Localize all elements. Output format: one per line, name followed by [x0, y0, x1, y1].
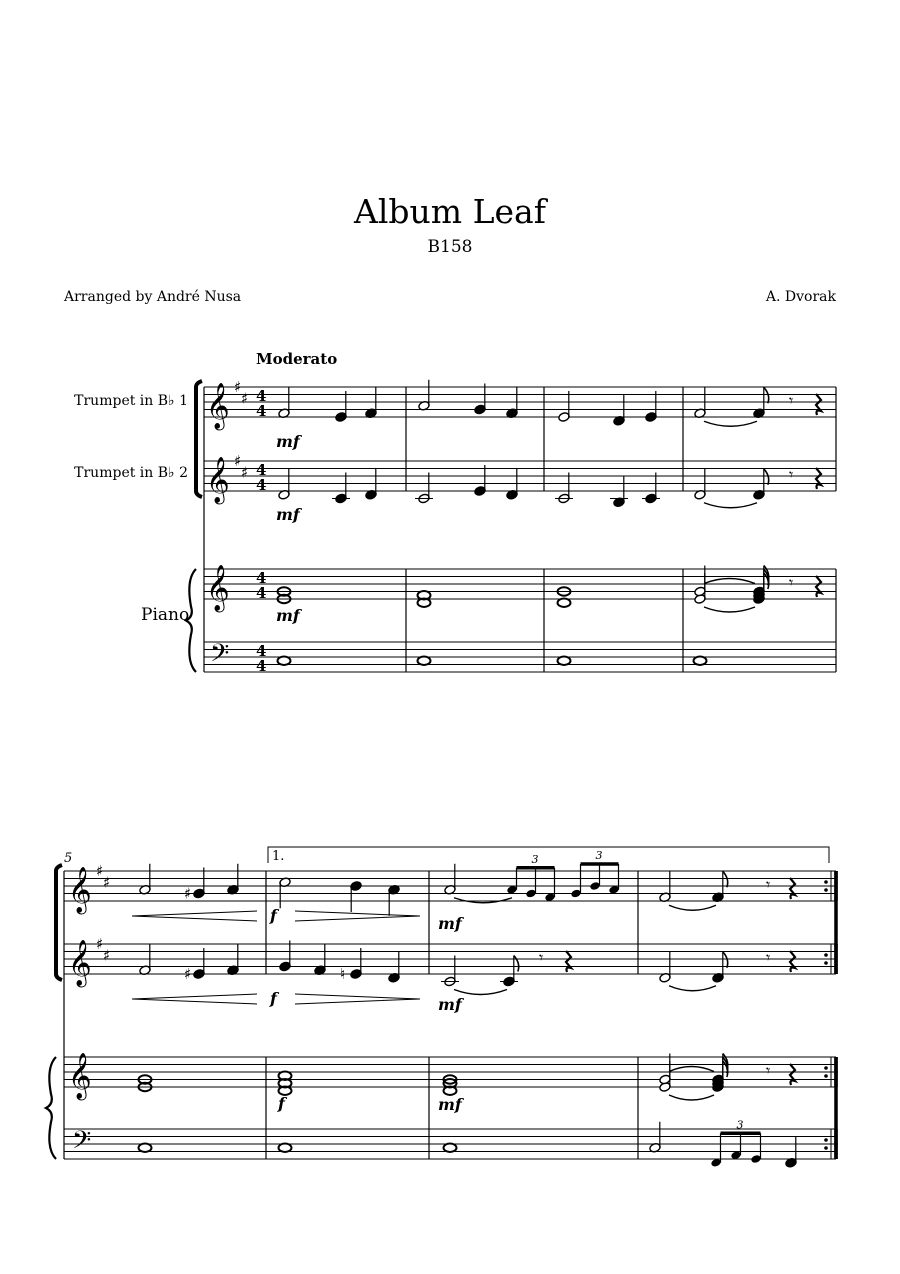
- eighth-rest: 𝄾: [766, 948, 771, 967]
- instrument-label-trumpet-2: Trumpet in B♭ 2: [74, 465, 188, 481]
- piano-brace: [186, 569, 196, 672]
- whole-note: [139, 1144, 152, 1152]
- dynamic-mf: mf: [438, 914, 462, 933]
- eighth-flag: [764, 469, 769, 485]
- key-sharp-f: ♯: [234, 378, 242, 396]
- dynamic-f: f: [278, 1094, 285, 1113]
- tuplet-number-bass: 3: [736, 1118, 744, 1132]
- diminuendo-hairpin: [295, 911, 420, 921]
- key-sharp-c: ♯: [103, 873, 111, 892]
- key-sharp-c: ♯: [241, 463, 249, 482]
- whole-note: [418, 657, 431, 665]
- composer-credit: A. Dvorak: [765, 289, 836, 305]
- key-sharp-c: ♯: [103, 946, 111, 965]
- accidental-sharp: ♯: [184, 965, 192, 983]
- eighth-flag: [723, 871, 728, 887]
- trumpet-bracket: [196, 381, 202, 497]
- whole-note: [279, 1144, 292, 1152]
- tuplet-number: 3: [595, 849, 603, 862]
- volta-bracket: [268, 847, 829, 863]
- repeat-end-dot: [824, 1066, 828, 1070]
- quarter-rest: [816, 468, 821, 489]
- score-title: Album Leaf: [354, 192, 546, 231]
- tie: [669, 905, 716, 910]
- trumpet-bracket-2: [56, 865, 62, 980]
- repeat-end-dot: [824, 888, 828, 892]
- time-signature-trumpet-1-den: 4: [256, 402, 267, 420]
- treble-clef-trumpet-1: 𝄞: [206, 383, 230, 429]
- tie: [704, 579, 755, 584]
- eighth-rest: 𝄾: [789, 573, 794, 592]
- repeat-end-dot: [824, 961, 828, 965]
- tempo-marking: Moderato: [256, 350, 338, 368]
- quarter-rest: [790, 951, 795, 972]
- dynamic-mf: mf: [438, 1095, 462, 1114]
- time-signature-trumpet-2-den: 4: [256, 476, 267, 494]
- quarter-rest: [566, 951, 571, 972]
- whole-note: [694, 657, 707, 665]
- dynamic-f: f: [270, 989, 277, 1008]
- bass-clef-piano: 𝄢: [210, 639, 230, 674]
- repeat-end-dot: [824, 1074, 828, 1078]
- quarter-rest: [816, 394, 821, 415]
- time-signature-trumpet-1-num: 4: [256, 387, 267, 405]
- accidental-sharp: ♯: [184, 884, 192, 903]
- eighth-flag: [723, 952, 728, 968]
- key-sharp-f: ♯: [96, 862, 104, 880]
- dynamic-mf: mf: [276, 505, 300, 524]
- treble-clef-trumpet-2: 𝄞: [206, 457, 230, 503]
- whole-note: [558, 599, 571, 607]
- tie: [669, 1067, 714, 1072]
- tie: [704, 421, 757, 426]
- dynamic-mf: mf: [276, 606, 300, 625]
- repeat-end-dot: [824, 953, 828, 957]
- dynamic-f: f: [270, 906, 277, 925]
- piano-brace-2: [46, 1057, 56, 1159]
- treble-clef-2c: 𝄞: [68, 1053, 92, 1099]
- key-sharp-f: ♯: [234, 452, 242, 470]
- time-signature-piano-bass-den: 4: [256, 657, 267, 675]
- quarter-rest: [816, 576, 821, 597]
- key-sharp-f: ♯: [96, 935, 104, 953]
- instrument-label-piano: Piano: [141, 605, 190, 625]
- crescendo-hairpin: [132, 911, 257, 921]
- time-signature-trumpet-2-num: 4: [256, 461, 267, 479]
- score-subtitle: B158: [427, 237, 473, 257]
- treble-clef-2b: 𝄞: [68, 940, 92, 986]
- dynamic-mf: mf: [438, 995, 462, 1014]
- arranger-credit: Arranged by André Nusa: [64, 289, 242, 305]
- volta-label: 1.: [272, 849, 285, 864]
- treble-clef-2a: 𝄞: [68, 867, 92, 913]
- tie: [669, 1095, 714, 1100]
- tuplet-number: 3: [531, 852, 539, 866]
- quarter-rest: [790, 878, 795, 899]
- tie: [454, 990, 507, 995]
- treble-clef-piano: 𝄞: [206, 565, 230, 611]
- bass-clef-2d: 𝄢: [72, 1126, 92, 1161]
- accidental-natural: ♮: [340, 965, 346, 983]
- crescendo-hairpin-2: [132, 994, 257, 1004]
- eighth-rest: 𝄾: [766, 1061, 771, 1080]
- time-signature-piano-treble-den: 4: [256, 584, 267, 602]
- repeat-end-dot: [824, 1146, 828, 1150]
- tie: [454, 898, 512, 903]
- eighth-rest: 𝄾: [539, 948, 544, 967]
- key-sharp-c: ♯: [241, 389, 249, 408]
- quarter-rest: [790, 1064, 795, 1085]
- time-signature-piano-bass-num: 4: [256, 642, 267, 660]
- eighth-flag: [514, 956, 519, 972]
- repeat-end-dot: [824, 880, 828, 884]
- whole-note: [278, 657, 291, 665]
- measure-number: 5: [64, 851, 73, 866]
- eighth-rest: 𝄾: [789, 391, 794, 410]
- repeat-end-dot: [824, 1138, 828, 1142]
- diminuendo-hairpin-2: [295, 994, 420, 1004]
- tie: [669, 986, 716, 991]
- eighth-rest: 𝄾: [789, 465, 794, 484]
- dynamic-mf: mf: [276, 432, 300, 451]
- time-signature-piano-treble-num: 4: [256, 569, 267, 587]
- tie: [704, 503, 757, 508]
- instrument-label-trumpet-1: Trumpet in B♭ 1: [74, 393, 188, 409]
- tie: [704, 607, 755, 612]
- eighth-flag: [764, 387, 769, 403]
- whole-note: [444, 1144, 457, 1152]
- whole-note: [558, 657, 571, 665]
- eighth-rest: 𝄾: [766, 875, 771, 894]
